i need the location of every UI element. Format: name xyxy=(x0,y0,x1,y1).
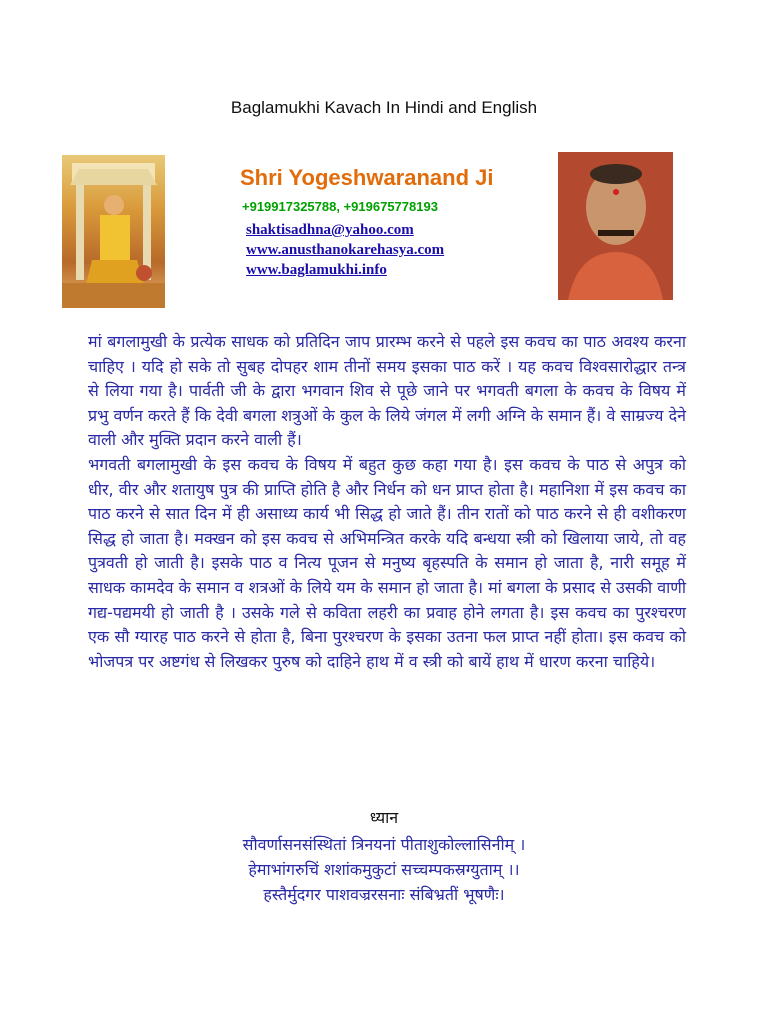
document-title: Baglamukhi Kavach In Hindi and English xyxy=(230,98,538,117)
goddess-image xyxy=(62,155,165,308)
kavach-description xyxy=(88,330,686,674)
author-photo xyxy=(558,152,673,300)
dhyan-verse-line-2: हेमाभांगरुचिं शशांकमुकुटां सच्चम्पकस्रग्युताम् ।। xyxy=(248,860,520,879)
author-name: Shri Yogeshwaranand Ji xyxy=(240,165,494,190)
contact-header xyxy=(240,165,540,280)
dhyan-heading: ध्यान xyxy=(369,808,399,827)
website-link-1[interactable]: www.anusthanokarehasya.com xyxy=(246,242,445,258)
email-link[interactable]: shaktisadhna@yahoo.com xyxy=(246,222,414,238)
paragraph-benefits: भगवती बगलामुखी के इस कवच के विषय में बहुत कुछ कहा गया है। इस कवच के पाठ से अपुत्र को धीर, वीर और शतायुष पुत्र की प्राप्ति होति है और निर्धन को धन प्राप्त होता है। महानिशा में इस कवच का पाठ करने से सात दिन में ही असाध्य कार्य भी सिद्ध हो जाते हैं। तीन रातों को पाठ करने से ही वशीकरण सिद्ध हो जाता है। मक्खन को इस कवच से अभिमन्त्रित करके यदि बन्धया स्त्री को खिलाया जाये, तो वह पुत्रवती हो जाती है। इसके पाठ व नित्य पूजन से मनुष्य बृहस्पति के समान हो जाता है, नारी समूह में साधक कामदेव के समान व शत्रओं के लिये यम के समान हो जाता है। मां बगला के प्रसाद से उसकी वाणी गद्य-पद्यमयी हो जाती है । उसके गले से कविता लहरी का प्रवाह होने लगता है। इस कवच का पुरश्चरण एक सौ ग्यारह पाठ करने से होता है, बिना पुरश्चरण के इसका उतना फल प्राप्त नहीं होता। इस कवच को भोजपत्र पर अष्टगंध से लिखकर पुरुष को दाहिने हाथ में व स्त्री को बायें हाथ में धारण करना चाहिये। xyxy=(88,454,686,671)
website-link-2[interactable]: www.baglamukhi.info xyxy=(246,262,387,278)
phone-numbers: +919917325788, +919675778193 xyxy=(242,199,438,214)
dhyan-verse-line-1: सौवर्णासनसंस्थितां त्रिनयनां पीताशुकोल्लासिनीम् । xyxy=(242,835,526,854)
goddess-illustration-icon xyxy=(62,155,165,308)
dhyan-verse-line-3: हस्तैर्मुदगर पाशवज्ररसनाः संबिभ्रतीं भूषणैः। xyxy=(263,885,505,904)
author-portrait-icon xyxy=(558,152,673,300)
dhyan-section xyxy=(0,805,768,907)
paragraph-intro: मां बगलामुखी के प्रत्येक साधक को प्रतिदिन जाप प्रारम्भ करने से पहले इस कवच का पाठ अवश्य करना चाहिए । यदि हो सके तो सुबह दोपहर शाम तीनों समय इसका पाठ करें । यह कवच विश्वसारोद्धार तन्त्र से लिया गया है। पार्वती जी के द्वारा भगवान शिव से पूछे जाने पर भगवती बगला के कवच के विषय में प्रभु वर्णन करते हैं कि देवी बगला शत्रुओं के कुल के लिये जंगल में लगी अग्नि के समान हैं। वे साम्रज्य देने वाली और मुक्ति प्रदान करने वाली हैं। xyxy=(88,332,686,450)
